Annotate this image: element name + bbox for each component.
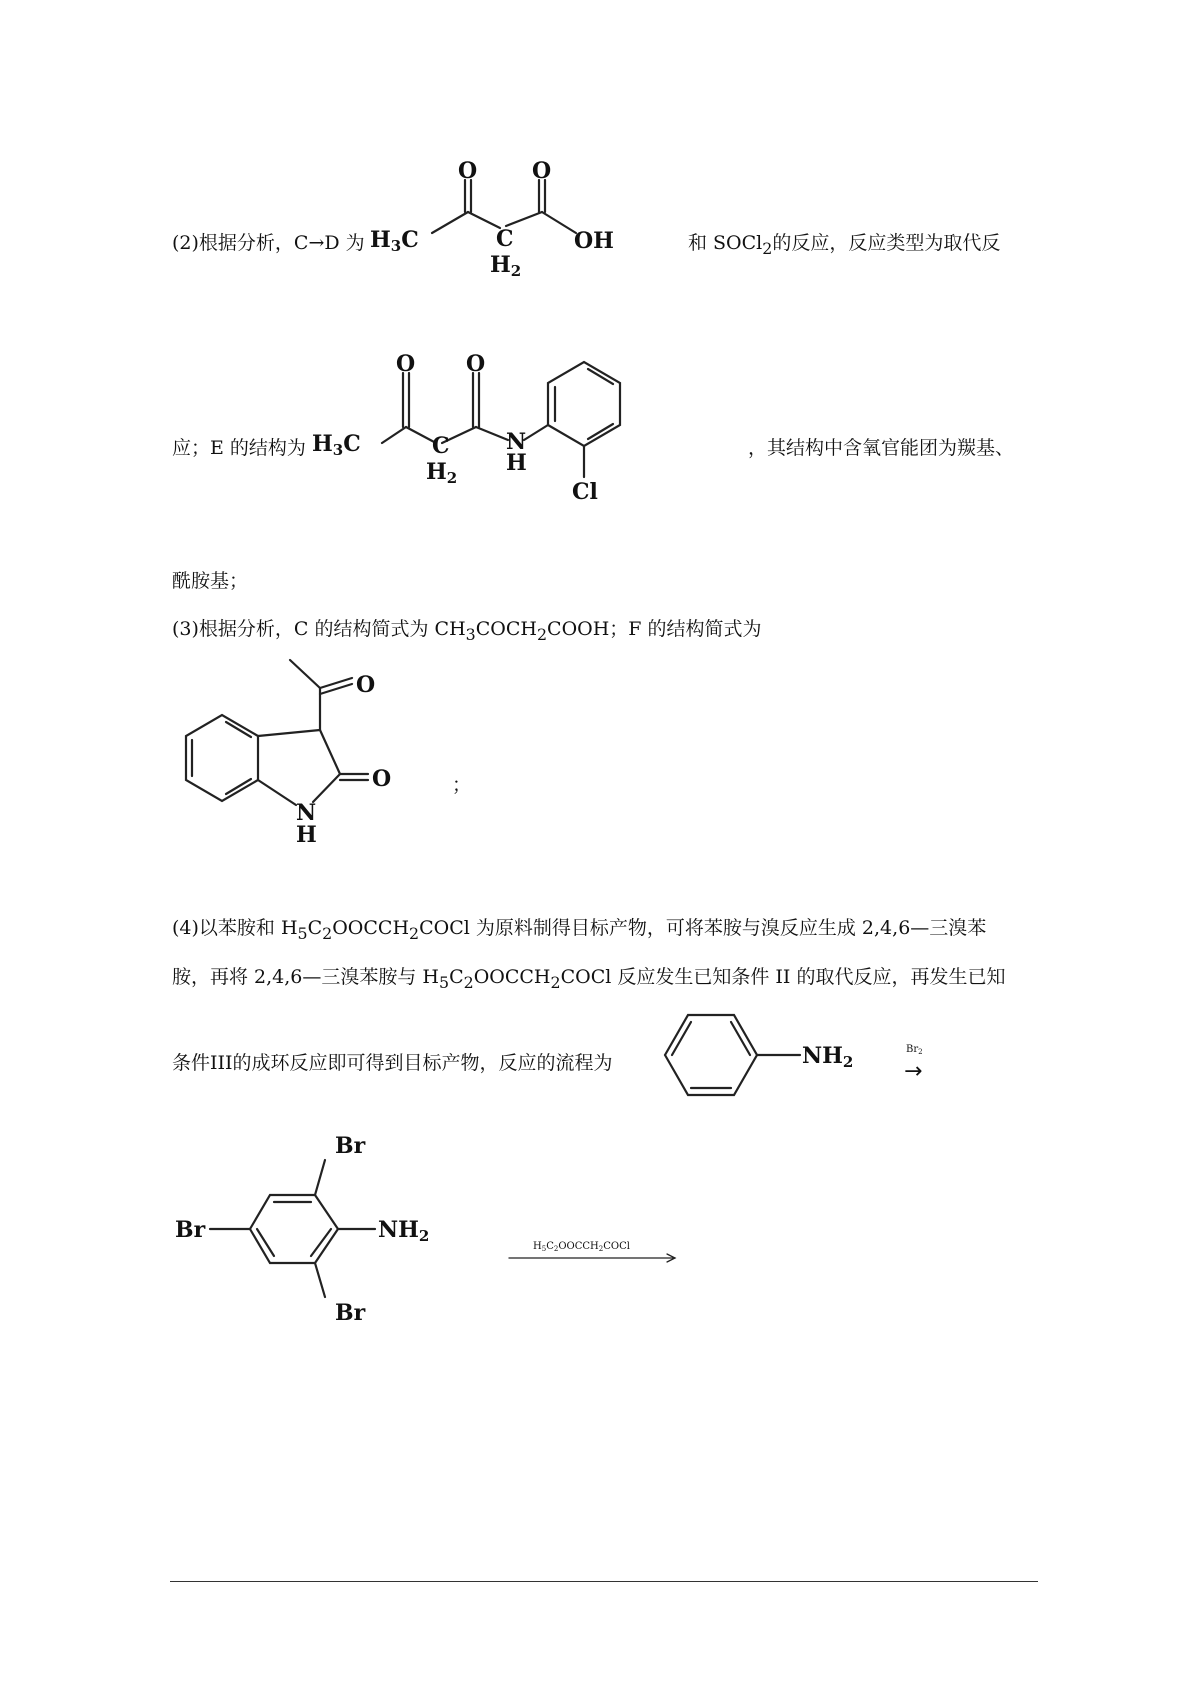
- atom-nh-h: H: [506, 450, 527, 476]
- p2-prefix-text: (2)根据分析，C→D 为: [172, 232, 365, 254]
- reagent-br2: Br2: [906, 1044, 923, 1056]
- group-oh: OH: [574, 228, 614, 254]
- arrow-symbol: →: [904, 1059, 923, 1084]
- atom-cl: Cl: [572, 479, 598, 505]
- p2-line1-mid: 和 SOCl$_2$的反应，反应类型为取代反: [688, 232, 1001, 258]
- atom-br-bottom: Br: [335, 1300, 366, 1326]
- p2-line3: 酰胺基；: [172, 570, 249, 592]
- group-nh2: NH2: [378, 1217, 430, 1245]
- reaction-arrow-br2: [900, 1040, 940, 1090]
- p2-line1-prefix: [172, 231, 365, 255]
- group-h2: H2: [426, 459, 458, 487]
- structure-f: [170, 650, 450, 860]
- atom-o2: O: [466, 351, 486, 377]
- structure-acetoacetic-acid: [370, 160, 670, 290]
- atom-c-methylene: C: [496, 226, 514, 252]
- group-h2: H2: [490, 252, 522, 280]
- atom-c-methylene: C: [432, 433, 450, 459]
- p4-line1: (4)以苯胺和 $H_5C_2OOCCH_2COCl$ 为原料制得目标产物，可将苯胺与溴反应生成 2,4,6—三溴苯: [172, 917, 987, 943]
- atom-o-lactam: O: [372, 766, 392, 792]
- reaction-arrow-reagent2: [505, 1235, 685, 1275]
- atom-n: N: [506, 429, 527, 455]
- atom-o-acetyl: O: [356, 672, 376, 698]
- group-nh2: NH2: [802, 1043, 854, 1071]
- p2-line2-prefix: 应；E 的结构为: [172, 437, 306, 459]
- atom-o1: O: [458, 158, 478, 184]
- structure-e: [312, 345, 710, 515]
- atom-n: N: [296, 800, 317, 826]
- group-h3c: H3C: [370, 227, 419, 255]
- p3-line1: (3)根据分析，C 的结构简式为 $CH_3COCH_2COOH$；F 的结构简式为: [172, 618, 762, 644]
- atom-br-top: Br: [335, 1133, 366, 1159]
- p4-line2: 胺，再将 2,4,6—三溴苯胺与 $H_5C_2OOCCH_2COCl$ 反应发生已知条件 II 的取代反应，再发生已知: [172, 966, 1006, 992]
- footer-rule: [170, 1581, 1038, 1582]
- structure-aniline: [660, 1005, 860, 1105]
- p2-line2-suffix: ，其结构中含氧官能团为羰基、: [748, 437, 1015, 459]
- atom-nh-h: H: [296, 822, 317, 848]
- atom-o2: O: [532, 158, 552, 184]
- p3-semicolon: ；: [452, 774, 472, 796]
- group-h3c: H3C: [312, 431, 361, 459]
- atom-o1: O: [396, 351, 416, 377]
- atom-br-left: Br: [175, 1217, 206, 1243]
- p4-line3: 条件III的成环反应即可得到目标产物，反应的流程为: [172, 1052, 613, 1074]
- structure-tribromoaniline: [170, 1125, 470, 1325]
- reagent-h5c2ooch2cocl: H5C2OOCCH2COCl: [533, 1241, 630, 1253]
